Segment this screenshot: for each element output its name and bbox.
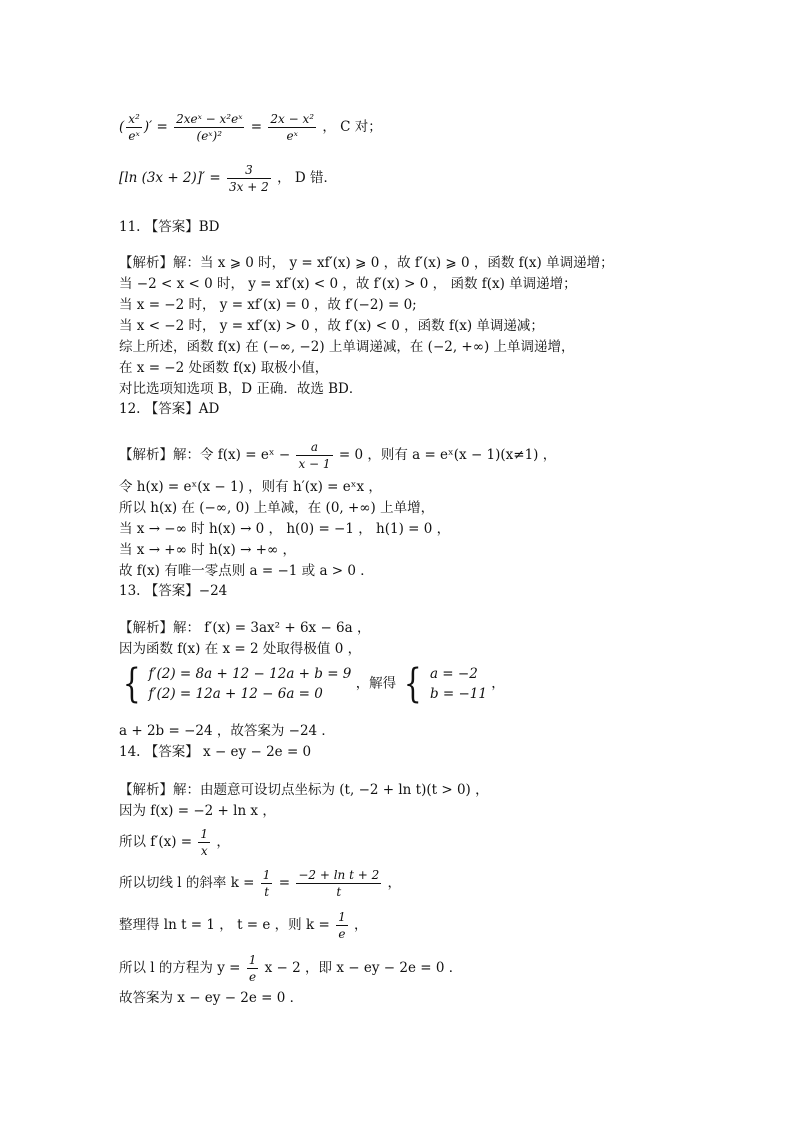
line-text: ， xyxy=(387,875,402,891)
system-rows xyxy=(430,664,487,704)
line-text: 整理得 ln t = 1 ， t = e ，则 k = xyxy=(119,917,330,933)
denominator: eˣ xyxy=(128,129,140,143)
denominator: x − 1 xyxy=(298,457,331,471)
derivative-line-d xyxy=(119,163,337,194)
analysis-11-line-6: 在 x = −2 处函数 f(x) 取极小值， xyxy=(119,360,329,376)
line-text: 所以 l 的方程为 y = xyxy=(119,960,241,976)
analysis-13-line-4: a + 2b = −24 ，故答案为 −24 ． xyxy=(119,723,335,739)
analysis-11-line-1: 【解析】解：当 x ⩾ 0 时， y = xf′(x) ⩾ 0 ，故 f′(x) ⩾ 0 ，函数 f(x) 单调递增； xyxy=(119,255,614,271)
analysis-13-line-2: 因为函数 f(x) 在 x = 2 处取得极值 0 ， xyxy=(119,641,362,657)
math-text: )′ = xyxy=(143,119,168,135)
numerator: 1 xyxy=(262,868,271,882)
left-brace: { xyxy=(122,661,141,707)
line-text: 所以 f′(x) = xyxy=(119,834,193,850)
fraction xyxy=(174,112,244,143)
analysis-12-line-1 xyxy=(119,440,556,471)
analysis-12-line-2: 令 h(x) = eˣ(x − 1) ，则有 h′(x) = eˣx ， xyxy=(119,479,382,495)
answer-13-heading: 13. 【答案】−24 xyxy=(119,583,228,599)
analysis-14-line-3 xyxy=(119,827,230,858)
line-text: ， C 对； xyxy=(322,119,382,135)
analysis-14-line-7: 故答案为 x − ey − 2e = 0 ． xyxy=(119,990,304,1006)
answer-11-heading: 11. 【答案】BD xyxy=(119,219,220,235)
line-text: ， xyxy=(354,917,368,933)
numerator: 1 xyxy=(200,827,209,841)
line-text: = 0 ，则有 a = eˣ(x − 1)(x≠1) ， xyxy=(338,447,557,463)
analysis-12-line-4: 当 x → −∞ 时 h(x) → 0 ， h(0) = −1 ， h(1) = 0 ， xyxy=(119,521,451,537)
numerator: 2xeˣ − x²eˣ xyxy=(176,112,243,126)
analysis-12-line-3: 所以 h(x) 在 (−∞, 0) 上单减，在 (0, +∞) 上单增， xyxy=(119,500,435,516)
line-text: 【解析】解：令 f(x) = eˣ − xyxy=(119,447,291,463)
denominator: e xyxy=(338,927,346,941)
analysis-13-system-line xyxy=(119,661,505,707)
numerator: 2x − x² xyxy=(270,112,315,126)
denominator: x xyxy=(200,844,208,858)
numerator: 1 xyxy=(338,910,346,924)
fraction xyxy=(247,953,259,984)
left-brace: { xyxy=(404,661,423,707)
line-text: = xyxy=(278,875,291,891)
analysis-12-line-6: 故 f(x) 有唯一零点则 a = −1 或 a > 0 ． xyxy=(119,563,374,579)
math-text: = xyxy=(250,119,263,135)
fraction xyxy=(126,112,142,143)
solution-system xyxy=(400,661,487,707)
fraction xyxy=(296,868,381,899)
analysis-14-line-4 xyxy=(119,868,401,899)
analysis-14-line-6 xyxy=(119,953,462,984)
analysis-13-line-1: 【解析】解： f′(x) = 3ax² + 6x − 6a ， xyxy=(119,620,371,636)
analysis-14-line-2: 因为 f(x) = −2 + ln x ， xyxy=(119,803,276,819)
equation-system xyxy=(119,661,352,707)
denominator: 3x + 2 xyxy=(229,180,269,194)
analysis-14-line-5 xyxy=(119,910,368,941)
denominator: (eˣ)² xyxy=(196,129,223,143)
system-row: a = −2 xyxy=(429,666,478,682)
line-text: ， xyxy=(491,675,505,692)
answer-14-heading: 14. 【答案】 x − ey − 2e = 0 xyxy=(119,744,312,760)
numerator: 1 xyxy=(248,953,257,967)
answer-12-heading: 12. 【答案】AD xyxy=(119,401,220,417)
line-text: 所以切线 l 的斜率 k = xyxy=(119,875,255,891)
numerator: x² xyxy=(128,112,140,126)
line-text: x − 2 ，即 x − ey − 2e = 0 ． xyxy=(264,960,463,976)
system-row: b = −11 xyxy=(429,686,487,702)
analysis-11-line-4: 当 x < −2 时， y = xf′(x) > 0 ，故 f′(x) < 0 ，函数 f(x) 单调递减； xyxy=(119,318,544,334)
numerator: a xyxy=(296,440,332,456)
system-row: f′(2) = 8a + 12 − 12a + b = 9 xyxy=(148,666,352,682)
fraction xyxy=(261,868,273,899)
line-text: ，解得 xyxy=(355,675,397,692)
analysis-11-line-2: 当 −2 < x < 0 时， y = xf′(x) < 0 ，故 f′(x) > 0 ， 函数 f(x) 单调递增； xyxy=(119,276,577,292)
paren-open: ( xyxy=(119,119,125,135)
system-row: f′(2) = 12a + 12 − 6a = 0 xyxy=(148,686,323,702)
numerator: −2 + ln t + 2 xyxy=(298,868,380,882)
math-text: [ln (3x + 2)]′ = xyxy=(119,170,221,186)
fraction xyxy=(268,112,316,143)
numerator: 3 xyxy=(227,163,271,179)
denominator: t xyxy=(264,885,270,899)
analysis-12-line-5: 当 x → +∞ 时 h(x) → +∞ ， xyxy=(119,542,297,558)
line-text: ， xyxy=(216,834,230,850)
denominator: e xyxy=(248,970,257,984)
line-text: ， D 错． xyxy=(277,170,337,186)
fraction xyxy=(336,910,348,941)
fraction xyxy=(227,163,271,194)
system-rows xyxy=(148,664,351,704)
analysis-11-line-3: 当 x = −2 时， y = xf′(x) = 0 ，故 f′(−2) = 0; xyxy=(119,297,417,313)
analysis-11-line-7: 对比选项知选项 B，D 正确．故选 BD． xyxy=(119,381,363,397)
fraction xyxy=(198,827,210,858)
fraction xyxy=(296,440,332,471)
analysis-14-line-1: 【解析】解：由题意可设切点坐标为 (t, −2 + ln t)(t > 0) ， xyxy=(119,782,489,798)
denominator: eˣ xyxy=(286,129,298,143)
denominator: t xyxy=(336,885,342,899)
analysis-11-line-5: 综上所述，函数 f(x) 在 (−∞, −2) 上单调递减，在 (−2, +∞) 上单调递增， xyxy=(119,339,575,355)
derivative-line-c xyxy=(119,112,382,143)
